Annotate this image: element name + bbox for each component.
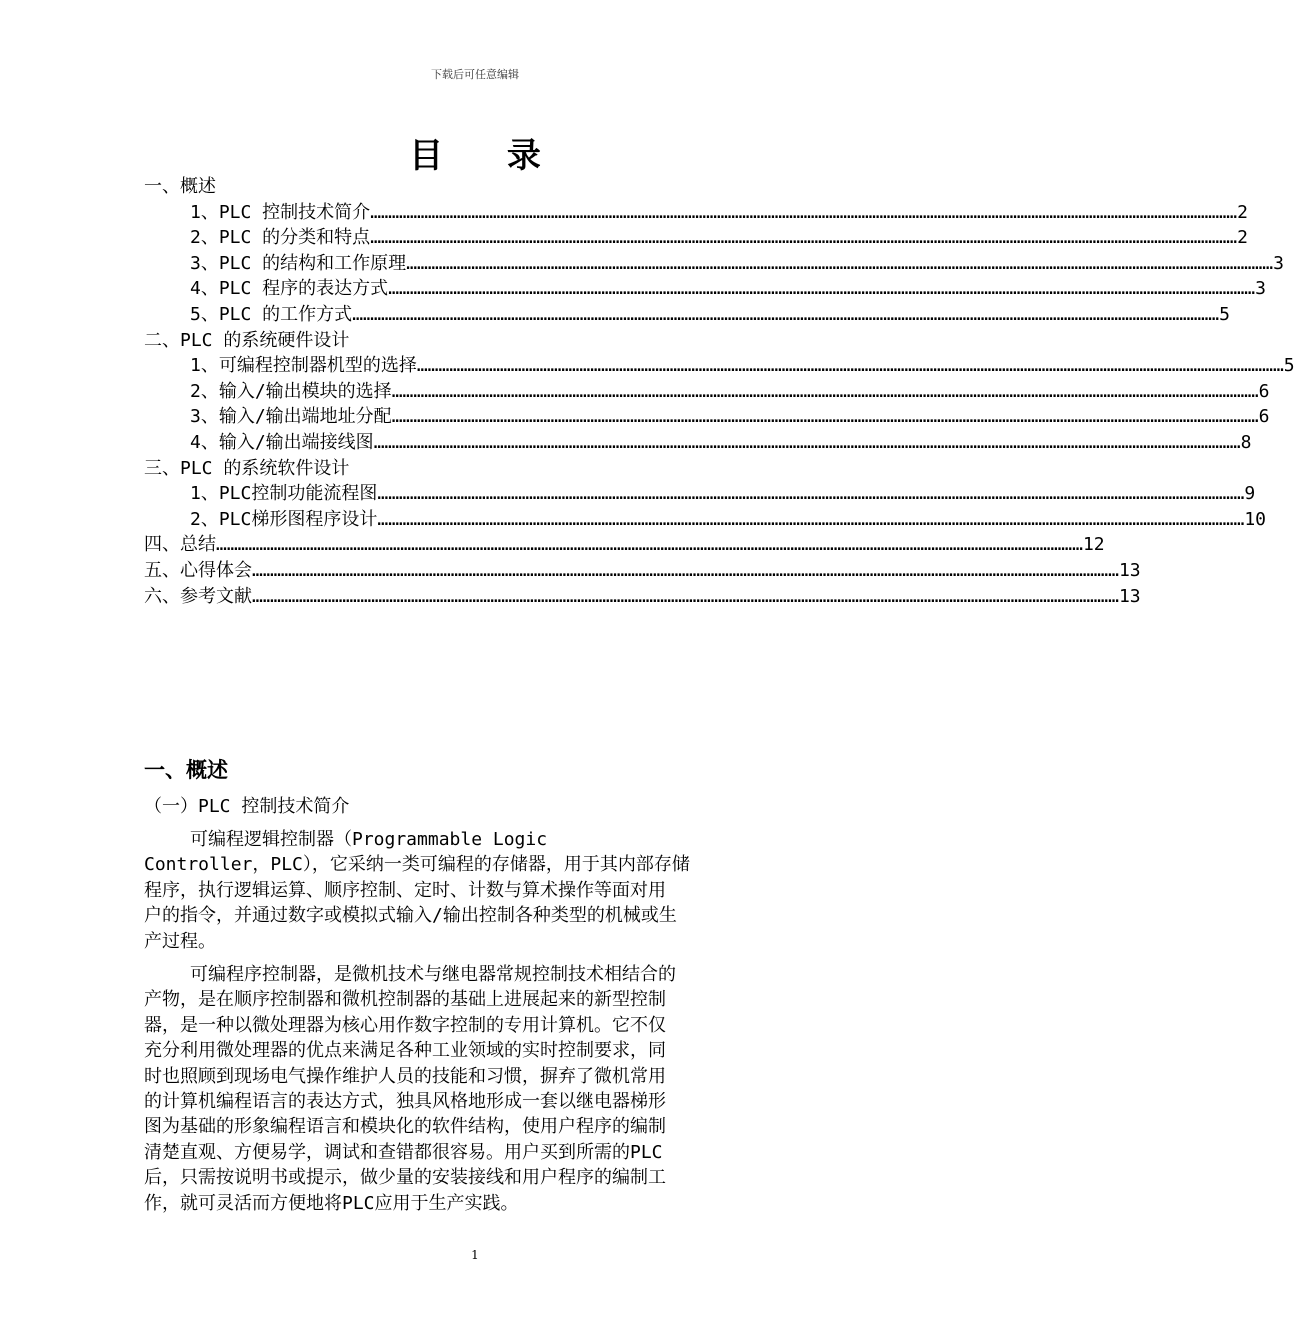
paragraph-line: 产物，是在顺序控制器和微机控制器的基础上进展起来的新型控制 xyxy=(144,989,666,1011)
paragraph-line: 可编程序控制器，是微机技术与继电器常规控制技术相结合的 xyxy=(190,964,676,985)
toc-entry-text: 3、PLC 的结构和工作原理 xyxy=(190,252,407,274)
toc-entry[interactable] xyxy=(144,507,1266,533)
paragraph-line: 器，是一种以微处理器为核心用作数字控制的专用计算机。它不仅 xyxy=(144,1014,666,1036)
toc-entry[interactable] xyxy=(144,353,1295,379)
toc-entry[interactable] xyxy=(144,276,1266,302)
section-heading: 一、概述 xyxy=(144,758,228,782)
toc-page-number: 12 xyxy=(1082,534,1105,556)
toc-leader-dots: …………………………………………………………………………………………………………………………………………………………………………………………………………………… xyxy=(391,380,1259,402)
toc-leader-dots: …………………………………………………………………………………………………………………………………………………………………………………………………………………… xyxy=(377,508,1245,530)
toc-leader-dots: …………………………………………………………………………………………………………………………………………………………………………………………………………………… xyxy=(391,406,1259,428)
sub-heading: （一）PLC 控制技术简介 xyxy=(144,796,350,817)
toc-page-number: 6 xyxy=(1258,380,1270,402)
paragraph-line: 户的指令，并通过数字或模拟式输入/输出控制各种类型的机械或生 xyxy=(144,905,677,927)
toc-leader-dots: …………………………………………………………………………………………………………………………………………………………………………………………………………………… xyxy=(388,278,1256,300)
toc-entry-text: 3、输入/输出端地址分配 xyxy=(190,406,392,428)
toc-entry[interactable] xyxy=(144,200,1248,226)
toc-page-number: 2 xyxy=(1237,201,1248,223)
toc-entry[interactable] xyxy=(144,558,1141,584)
toc-leader-dots: …………………………………………………………………………………………………………………………………………………………………………………………………………………… xyxy=(370,201,1238,223)
toc-page-number: 9 xyxy=(1244,483,1256,505)
paragraph-line: Controller，PLC），它采纳一类可编程的存储器，用于其内部存储 xyxy=(144,854,690,876)
toc-leader-dots: …………………………………………………………………………………………………………………………………………………………………………………………………………………… xyxy=(252,585,1119,607)
paragraph-line: 的计算机编程语言的表达方式，独具风格地形成一套以继电器梯形 xyxy=(144,1091,666,1113)
toc-page-number: 13 xyxy=(1118,559,1141,581)
paragraph-line: 时也照顾到现场电气操作维护人员的技能和习惯，摒弃了微机常用 xyxy=(144,1065,666,1087)
toc-entry-text: 三、PLC 的系统软件设计 xyxy=(144,457,350,479)
paragraph-2 xyxy=(144,962,806,1216)
toc-entry-text: 5、PLC 的工作方式 xyxy=(190,303,353,325)
paragraph-line: 作，就可灵活而方便地将PLC应用于生产实践。 xyxy=(144,1192,519,1214)
paragraph-line: 可编程逻辑控制器（Programmable Logic xyxy=(190,829,548,850)
paragraph-line: 程序，执行逻辑运算、顺序控制、定时、计数与算术操作等面对用 xyxy=(144,879,666,901)
toc-entry[interactable] xyxy=(144,481,1256,507)
toc-page-number: 8 xyxy=(1240,431,1252,453)
paragraph-1 xyxy=(144,827,806,954)
header-note: 下载后可任意编辑 xyxy=(431,68,519,81)
toc-entry[interactable] xyxy=(144,251,1284,277)
toc-entry-text: 四、总结 xyxy=(144,534,216,556)
toc-leader-dots: …………………………………………………………………………………………………………………………………………………………………………………………………………………… xyxy=(406,252,1274,274)
paragraph-line: 图为基础的形象编程语言和模块化的软件结构，使用户程序的编制 xyxy=(144,1116,666,1138)
toc-title: 目 录 xyxy=(409,136,567,176)
toc-leader-dots: …………………………………………………………………………………………………………………………………………………………………………………………………………………… xyxy=(377,483,1245,505)
toc-page-number: 2 xyxy=(1237,227,1248,249)
toc-leader-dots: …………………………………………………………………………………………………………………………………………………………………………………………………………………… xyxy=(216,534,1083,556)
toc-leader-dots: …………………………………………………………………………………………………………………………………………………………………………………………………………………… xyxy=(373,431,1241,453)
toc-entry-text: 4、PLC 程序的表达方式 xyxy=(190,278,389,300)
toc-entry[interactable] xyxy=(144,584,1141,610)
toc-leader-dots: …………………………………………………………………………………………………………………………………………………………………………………………………………………… xyxy=(252,559,1119,581)
toc-entry-text: 2、PLC 的分类和特点 xyxy=(190,227,371,249)
toc-entry[interactable] xyxy=(144,404,1270,430)
toc-page-number: 13 xyxy=(1118,585,1141,607)
toc-page-number: 5 xyxy=(1283,355,1295,377)
toc-entry-text: 2、输入/输出模块的选择 xyxy=(190,380,392,402)
toc-entry-text: 五、心得体会 xyxy=(144,559,252,581)
toc-entry[interactable] xyxy=(144,379,1270,405)
toc-entry-text: 1、PLC 控制技术简介 xyxy=(190,201,371,223)
toc-entry-text: 4、输入/输出端接线图 xyxy=(190,431,374,453)
toc-entry-text: 一、概述 xyxy=(144,176,216,197)
toc-entry[interactable] xyxy=(144,532,1105,558)
toc-entry-text: 2、PLC梯形图程序设计 xyxy=(190,508,378,530)
toc-page-number: 10 xyxy=(1244,508,1266,530)
toc-entry-text: 二、PLC 的系统硬件设计 xyxy=(144,329,350,351)
toc-leader-dots: …………………………………………………………………………………………………………………………………………………………………………………………………………………… xyxy=(370,227,1238,249)
toc-page-number: 5 xyxy=(1219,303,1230,325)
page-number: 1 xyxy=(471,1248,479,1262)
toc-leader-dots: …………………………………………………………………………………………………………………………………………………………………………………………………………………… xyxy=(416,355,1284,377)
toc-entry[interactable] xyxy=(144,456,792,482)
toc-page-number: 3 xyxy=(1273,252,1284,274)
table-of-contents xyxy=(144,174,1295,609)
paragraph-line: 后，只需按说明书或提示，做少量的安装接线和用户程序的编制工 xyxy=(144,1167,666,1189)
toc-entry[interactable] xyxy=(144,328,792,354)
toc-entry[interactable] xyxy=(144,430,1252,456)
toc-page-number: 6 xyxy=(1258,406,1270,428)
toc-entry-text: 1、PLC控制功能流程图 xyxy=(190,483,378,505)
paragraph-line: 清楚直观、方便易学，调试和查错都很容易。用户买到所需的PLC xyxy=(144,1141,663,1163)
paragraph-line: 充分利用微处理器的优点来满足各种工业领域的实时控制要求，同 xyxy=(144,1040,666,1062)
toc-leader-dots: …………………………………………………………………………………………………………………………………………………………………………………………………………………… xyxy=(352,303,1220,325)
toc-entry[interactable] xyxy=(144,302,1230,328)
toc-entry[interactable] xyxy=(144,174,792,200)
toc-entry-text: 1、可编程控制器机型的选择 xyxy=(190,355,417,377)
paragraph-line: 产过程。 xyxy=(144,930,216,952)
toc-page-number: 3 xyxy=(1255,278,1266,300)
toc-entry-text: 六、参考文献 xyxy=(144,585,252,607)
toc-entry[interactable] xyxy=(144,225,1248,251)
